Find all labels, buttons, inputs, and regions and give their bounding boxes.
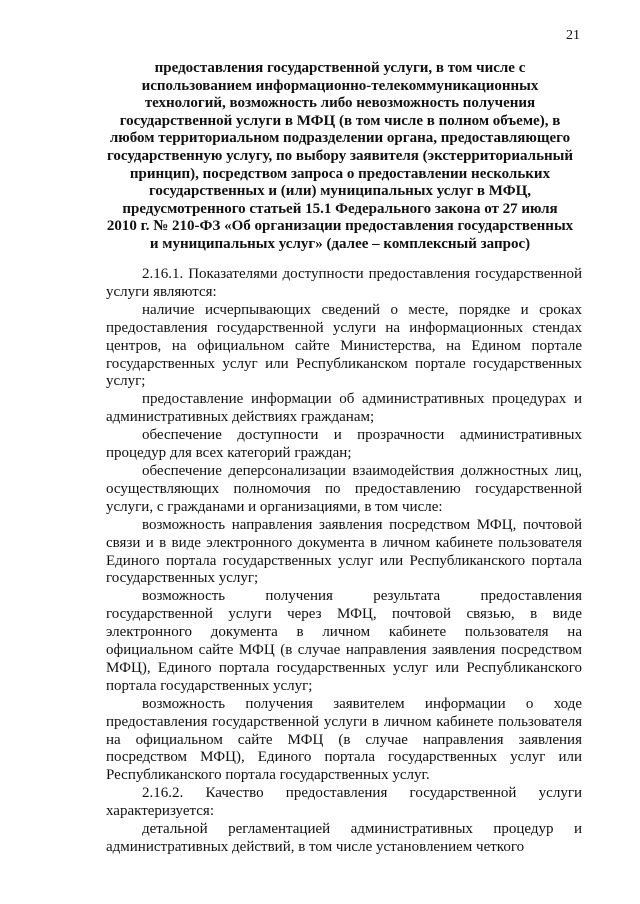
- heading-line: использованием информационно-телекоммуникационных: [141, 77, 539, 94]
- paragraph-2-16-1: 2.16.1. Показателями доступности предоставления государственной услуги являются:: [106, 266, 582, 300]
- paragraph-2-16-2: 2.16.2. Качество предоставления государственной услуги характеризуется:: [106, 785, 582, 820]
- document-body: [106, 266, 582, 857]
- heading-line: государственных и (или) муниципальных услуг в МФЦ,: [148, 183, 532, 200]
- paragraph-list-item: возможность получения заявителем информации о ходе предоставления государственной услуги в личном кабинете пользователя на официальном сайте МФЦ (в случае направления заявления посредством МФЦ), Единого портала государственных услуг или Республиканского портала государственных услуг.: [106, 695, 582, 784]
- paragraph-list-item: предоставление информации об административных процедурах и административных действиях гражданам;: [106, 391, 582, 426]
- heading-line: технологий, возможность либо невозможность получения: [144, 95, 536, 112]
- heading-line: государственной услуги в МФЦ (в том числе в полном объеме), в: [119, 112, 561, 129]
- paragraph-list-item: наличие исчерпывающих сведений о месте, порядке и сроках предоставления государственной услуги на информационных стендах центров, на официальном сайте Министерства, на Едином портале государственных услуг или Республиканском портале государственных услуг;: [106, 301, 582, 390]
- paragraph-list-item: детальной регламентацией административных процедур и административных действий, в том числе установлением четкого: [106, 821, 582, 855]
- heading-line: и муниципальных услуг» (далее – комплексный запрос): [149, 235, 531, 252]
- paragraph-list-item: возможность получения результата предоставления государственной услуги через МФЦ, почтовой связью, в виде электронного документа в личном кабинете пользователя на официальном сайте МФЦ (в случае направления заявления посредством МФЦ), Единого портала государственных услуг или Республиканского портала государственных услуг;: [106, 588, 582, 694]
- heading-line: предусмотренного статьей 15.1 Федерального закона от 27 июля: [122, 200, 558, 217]
- heading-line: принцип), посредством запроса о предоставлении нескольких: [129, 165, 551, 182]
- section-heading: [100, 60, 580, 254]
- heading-line: государственную услугу, по выбору заявителя (экстерриториальный: [106, 147, 574, 164]
- paragraph-list-item: возможность направления заявления посредством МФЦ, почтовой связи и в виде электронного документа в личном кабинете пользователя Единого портала государственных услуг или Республиканского портала государственных услуг;: [106, 516, 582, 587]
- heading-line: любом территориальном подразделении органа, предоставляющего: [109, 130, 571, 147]
- page-number: 21: [566, 28, 580, 43]
- paragraph-list-item: обеспечение деперсонализации взаимодействия должностных лиц, осуществляющих полномочия по предоставлению государственной услуги, с гражданами и организациями, в том числе:: [106, 462, 582, 515]
- heading-line: предоставления государственной услуги, в том числе с: [154, 60, 526, 76]
- heading-line: 2010 г. № 210-ФЗ «Об организации предоставления государственных: [106, 218, 574, 235]
- paragraph-list-item: обеспечение доступности и прозрачности административных процедур для всех категорий граждан;: [106, 427, 582, 462]
